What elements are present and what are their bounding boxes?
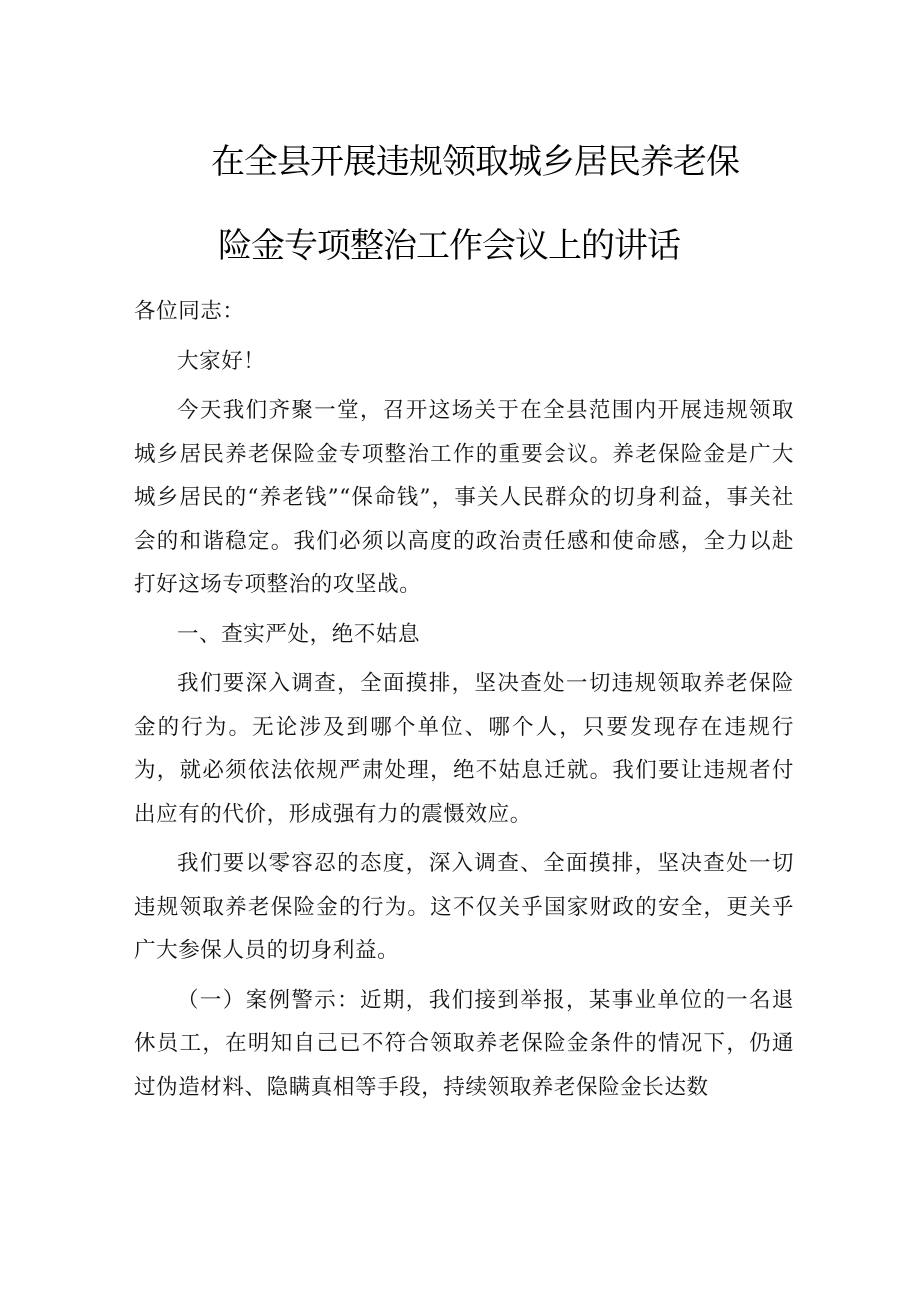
greeting: 大家好！ [177, 348, 266, 374]
paragraph-investigate: 我们要深入调查，全面摸排，坚决查处一切违规领取养老保险金的行为。无论涉及到哪个单位、哪个人，只要发现存在违规行为，就必须依法依规严肃处理，绝不姑息迁就。我们要让违规者付出应有的代价，形成强有力的震慑效应。 [134, 671, 794, 827]
paragraph-intro: 今天我们齐聚一堂，召开这场关于在全县范围内开展违规领取城乡居民养老保险金专项整治工作的重要会议。养老保险金是广大城乡居民的“养老钱”“保命钱”，事关人民群众的切身利益，事关社会的和谐稳定。我们必须以高度的政治责任感和使命感，全力以赴打好这场专项整治的攻坚战。 [134, 398, 794, 597]
document-body [134, 290, 794, 1109]
paragraph-zero-tolerance: 我们要以零容忍的态度，深入调查、全面摸排，坚决查处一切违规领取养老保险金的行为。这不仅关乎国家财政的安全，更关乎广大参保人员的切身利益。 [134, 851, 794, 963]
salutation: 各位同志： [134, 299, 245, 324]
section-heading-1: 一、查实严处，绝不姑息 [177, 621, 421, 647]
document-title-line-1: 在全县开展违规领取城乡居民养老保 [211, 142, 739, 182]
document-title-line-2: 险金专项整治工作会议上的讲话 [218, 226, 680, 266]
paragraph-case-warning: （一）案例警示：近期，我们接到举报，某事业单位的一名退休员工，在明知自己已不符合领取养老保险金条件的情况下，仍通过伪造材料、隐瞒真相等手段，持续领取养老保险金长达数 [134, 987, 794, 1100]
